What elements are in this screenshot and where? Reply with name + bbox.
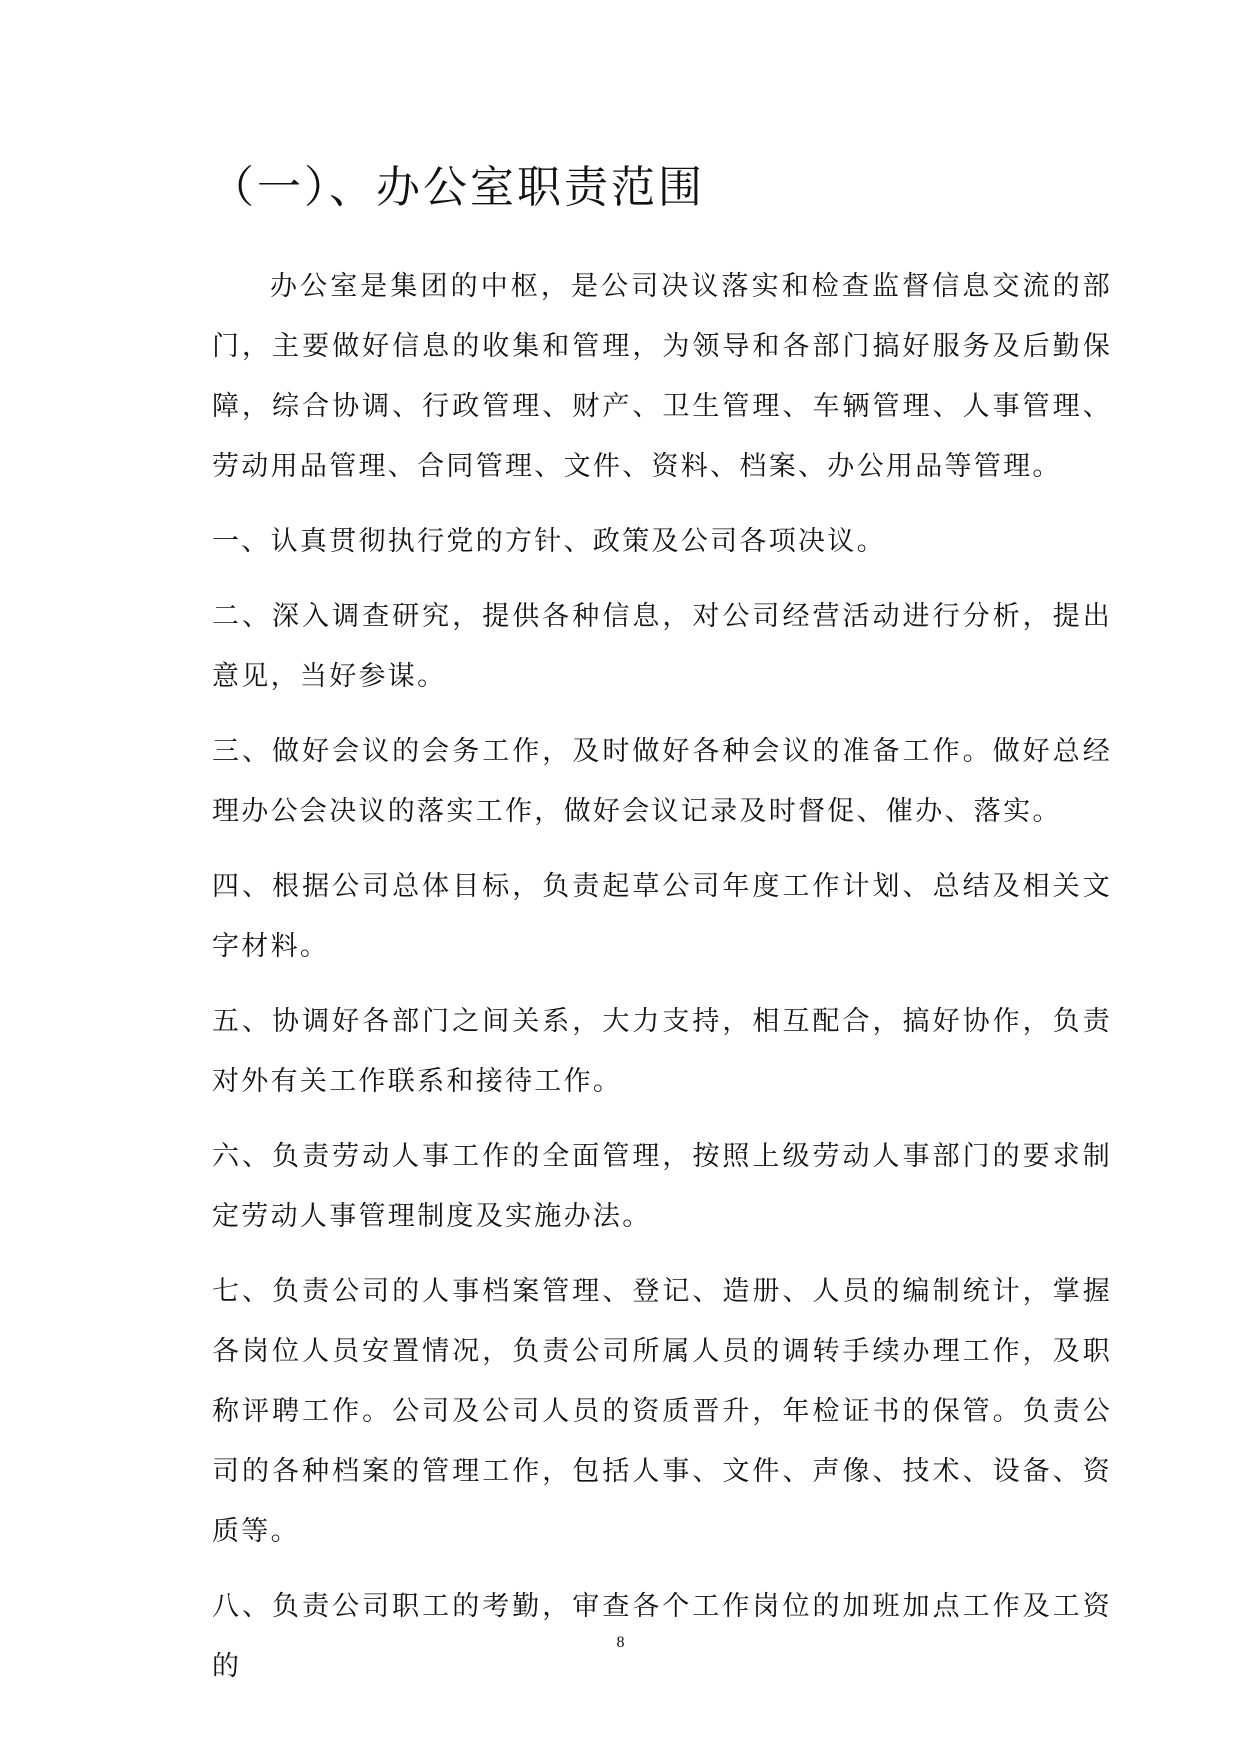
duty-item-8: 八、负责公司职工的考勤，审查各个工作岗位的加班加点工作及工资的: [212, 1591, 1112, 1682]
duty-item-7: 七、负责公司的人事档案管理、登记、造册、人员的编制统计，掌握各岗位人员安置情况，负责公司所属人员的调转手续办理工作，及职称评聘工作。公司及公司人员的资质晋升，年检证书的保管。负责公司的各种档案的管理工作，包括人事、文件、声像、技术、设备、资质等。: [212, 1276, 1112, 1547]
page-number: 8: [616, 1634, 625, 1651]
duty-item-5: 五、协调好各部门之间关系，大力支持，相互配合，搞好协作，负责对外有关工作联系和接待工作。: [212, 1006, 1112, 1097]
duty-item-3: 三、做好会议的会务工作，及时做好各种会议的准备工作。做好总经理办公会决议的落实工作，做好会议记录及时督促、催办、落实。: [212, 736, 1112, 827]
duty-item-1: 一、认真贯彻执行党的方针、政策及公司各项决议。: [212, 526, 886, 557]
document-body: [212, 257, 1112, 1712]
duty-item-6: 六、负责劳动人事工作的全面管理，按照上级劳动人事部门的要求制定劳动人事管理制度及实施办法。: [212, 1141, 1112, 1232]
duty-item-2: 二、深入调查研究，提供各种信息，对公司经营活动进行分析，提出意见，当好参谋。: [212, 601, 1112, 692]
duty-item-4: 四、根据公司总体目标，负责起草公司年度工作计划、总结及相关文字材料。: [212, 871, 1112, 962]
section-heading: （一）、办公室职责范围: [210, 162, 705, 213]
intro-paragraph: 办公室是集团的中枢，是公司决议落实和检查监督信息交流的部门，主要做好信息的收集和管理，为领导和各部门搞好服务及后勤保障，综合协调、行政管理、财产、卫生管理、车辆管理、人事管理、劳动用品管理、合同管理、文件、资料、档案、办公用品等管理。: [212, 271, 1112, 482]
